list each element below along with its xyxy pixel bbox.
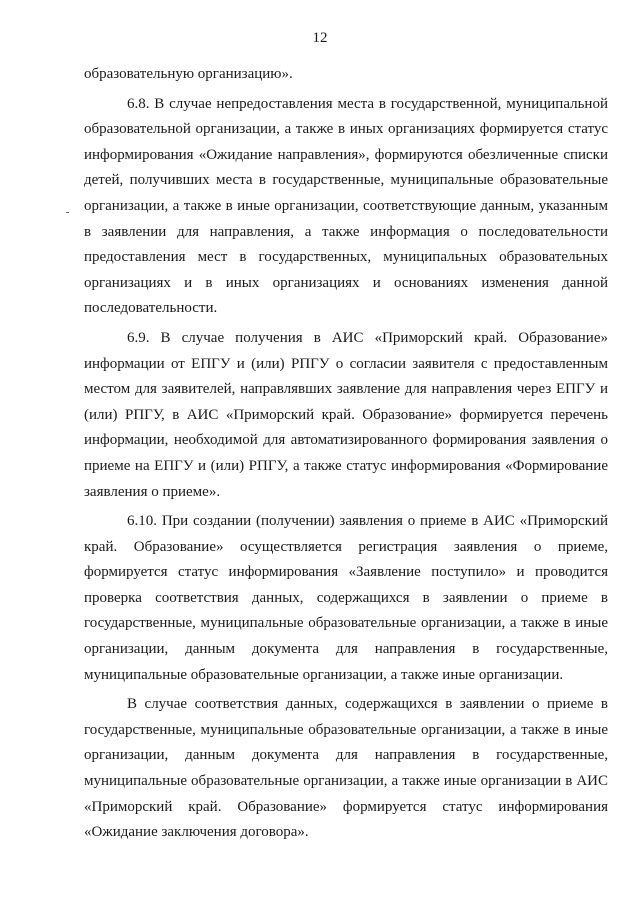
page-number: 12 (312, 30, 328, 46)
margin-mark (66, 212, 69, 213)
paragraph-correspondence: В случае соответствия данных, содержащихся в заявлении о приеме в государственные, муниципальные образовательные организации, а также в иные организации, данным документа для направления в государственные, муниципальные образовательные организации, а также иные организации в АИС «Приморский край. Образование» формируется статус информирования «Ожидание заключения договора». (84, 696, 608, 841)
paragraph-6-9: 6.9. В случае получения в АИС «Приморский край. Образование» информации от ЕПГУ и (или) РПГУ о согласии заявителя с предоставленным местом для заявителей, направлявших заявление для направления через ЕПГУ и (или) РПГУ, в АИС «Приморский край. Образование» формируется перечень информации, необходимой для автоматизированного формирования заявления о приеме на ЕПГУ и (или) РПГУ, а также статус информирования «Формирование заявления о приеме». (84, 329, 608, 500)
paragraph-6-10: 6.10. При создании (получении) заявления о приеме в АИС «Приморский край. Образование» осуществляется регистрация заявления о приеме, формируется статус информирования «Заявление поступило» и проводится проверка соответствия данных, содержащихся в заявлении о приеме в государственные, муниципальные образовательные организации, а также в иные организации, данным документа для направления в государственные, муниципальные образовательные организации, а также иные организации. (84, 513, 608, 683)
document-body (84, 62, 608, 846)
paragraph-6-8: 6.8. В случае непредоставления места в государственной, муниципальной образовательной организации, а также в иных организациях формируется статус информирования «Ожидание направления», формируются обезличенные списки детей, получивших места в государственные, муниципальные образовательные организации, а также в иные организации, соответствующие данным, указанным в заявлении для направления, а также информация о последовательности предоставления мест в государственных, муниципальных образовательных организациях и в иных организациях и основаниях изменения данной последовательности. (84, 95, 608, 317)
paragraph-continuation: образовательную организацию». (84, 66, 293, 82)
